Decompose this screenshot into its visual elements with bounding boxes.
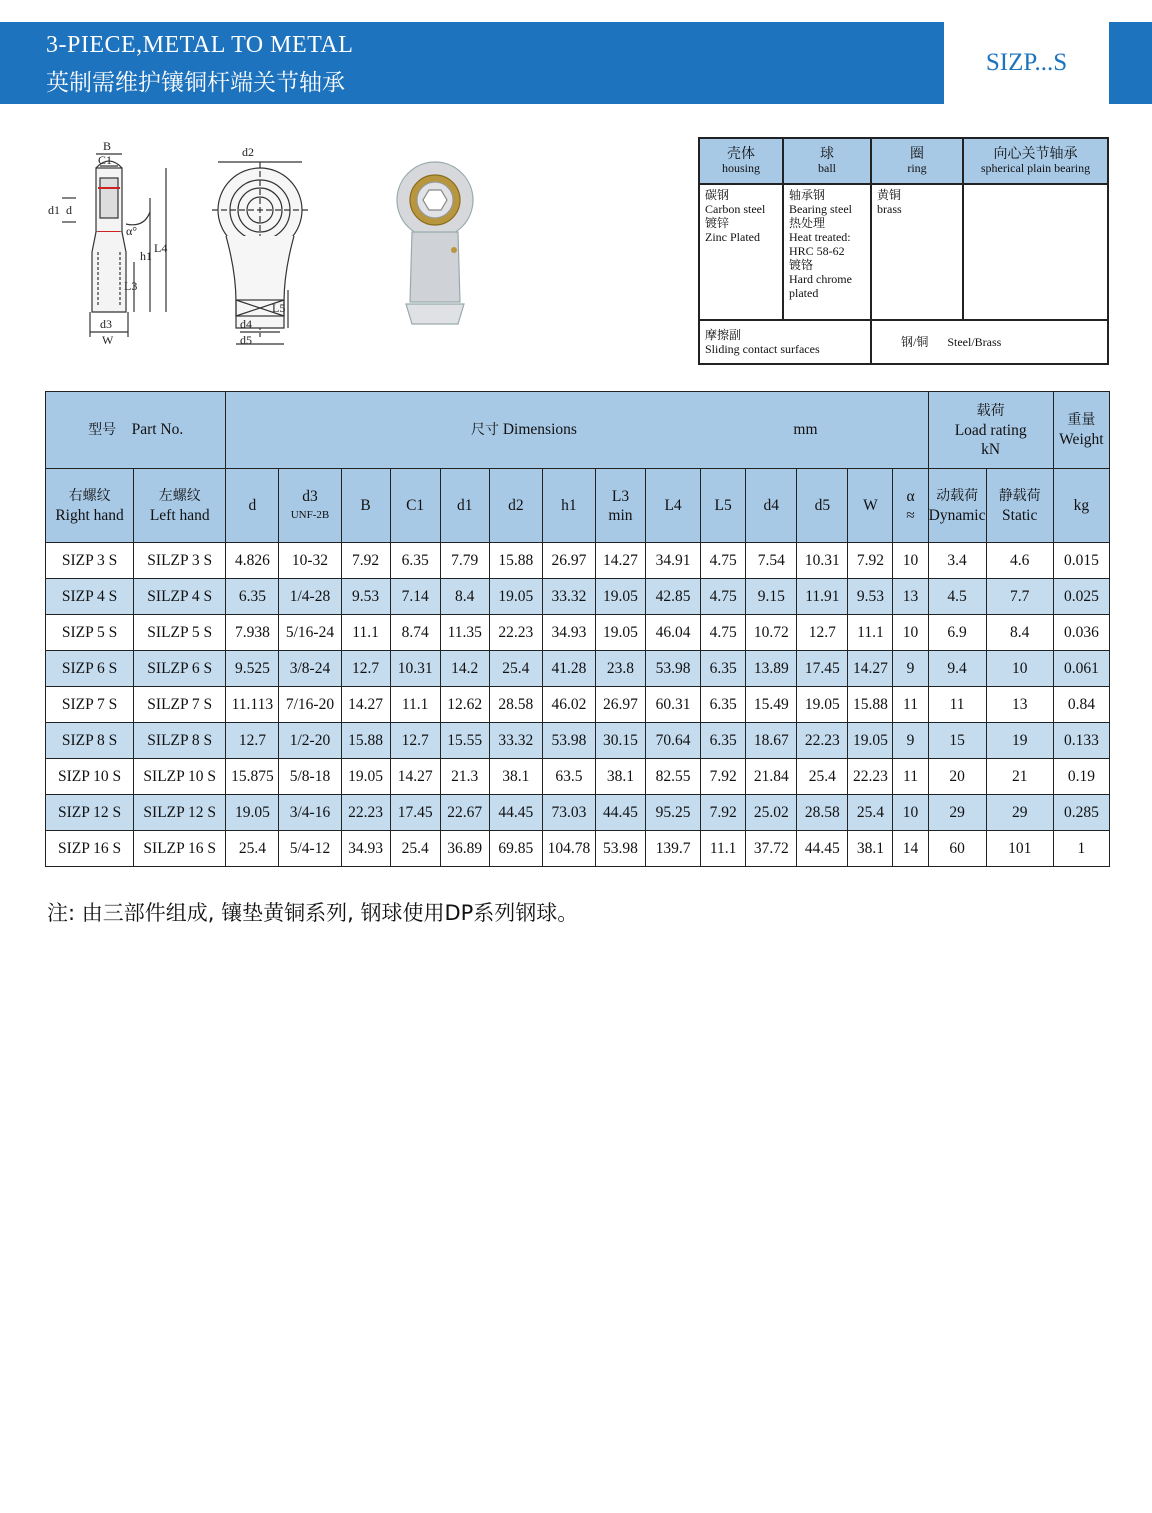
col-L3: L3 min [595,469,645,543]
table-cell: 22.23 [848,759,893,795]
table-cell: 21.84 [746,759,797,795]
table-cell: 8.4 [986,615,1053,651]
table-cell: 11 [893,687,928,723]
material-header-housing: 壳体 housing [699,138,783,184]
table-cell: SILZP 16 S [134,831,226,867]
table-cell: 15.88 [341,723,390,759]
table-cell: 33.32 [542,579,595,615]
title-english: 3-PIECE,METAL TO METAL [46,32,354,58]
table-cell: SILZP 8 S [134,723,226,759]
table-cell: SIZP 5 S [46,615,134,651]
label-L3: L3 [124,279,138,293]
table-row [46,615,1110,651]
table-cell: 14.27 [390,759,440,795]
table-cell: SIZP 8 S [46,723,134,759]
label-h1: h1 [140,249,152,263]
label-L5: L5 [272,301,286,315]
table-cell: 13 [986,687,1053,723]
table-cell: 6.35 [390,543,440,579]
table-cell: 13 [893,579,928,615]
table-cell: 34.91 [646,543,701,579]
table-cell: 19.05 [341,759,390,795]
table-cell: SIZP 3 S [46,543,134,579]
col-L5: L5 [701,469,746,543]
table-cell: 70.64 [646,723,701,759]
table-cell: 0.036 [1053,615,1109,651]
table-row [46,651,1110,687]
table-cell: 10 [986,651,1053,687]
table-cell: 37.72 [746,831,797,867]
table-cell: 42.85 [646,579,701,615]
table-cell: 38.1 [489,759,542,795]
table-cell: 11.113 [226,687,279,723]
table-cell: 44.45 [489,795,542,831]
table-cell: 6.35 [701,723,746,759]
table-cell: 22.23 [797,723,848,759]
label-B: B [103,139,112,153]
table-cell: 19.05 [848,723,893,759]
col-d3: d3 UNF-2B [279,469,341,543]
table-cell: 9.4 [928,651,986,687]
table-cell: 7.92 [341,543,390,579]
table-cell: 26.97 [595,687,645,723]
table-cell: 19.05 [226,795,279,831]
label-d2: d2 [242,145,254,159]
table-cell: 12.7 [390,723,440,759]
table-cell: SIZP 10 S [46,759,134,795]
label-d3: d3 [100,317,112,331]
material-ball: 轴承钢 Bearing steel 热处理 Heat treated: HRC 58-62 镀铬 Hard chrome plated [783,184,871,320]
table-cell: 18.67 [746,723,797,759]
table-cell: 1/4-28 [279,579,341,615]
table-cell: 8.4 [440,579,489,615]
col-d5: d5 [797,469,848,543]
table-cell: 41.28 [542,651,595,687]
table-cell: 15.88 [848,687,893,723]
table-cell: 60 [928,831,986,867]
table-row [46,831,1110,867]
table-cell: 34.93 [341,831,390,867]
table-cell: 0.015 [1053,543,1109,579]
label-d1: d1 [48,203,60,217]
material-header-ball: 球 ball [783,138,871,184]
table-cell: 69.85 [489,831,542,867]
table-cell: 0.19 [1053,759,1109,795]
table-cell: 46.02 [542,687,595,723]
material-housing: 碳钢 Carbon steel 镀锌 Zinc Plated [699,184,783,320]
table-cell: 11 [928,687,986,723]
table-cell: 34.93 [542,615,595,651]
col-d1: d1 [440,469,489,543]
table-cell: 0.025 [1053,579,1109,615]
table-cell: 11.91 [797,579,848,615]
table-cell: 25.4 [390,831,440,867]
table-cell: 7.92 [701,795,746,831]
table-cell: 1/2-20 [279,723,341,759]
table-cell: SIZP 12 S [46,795,134,831]
table-cell: 14.27 [848,651,893,687]
table-cell: 38.1 [848,831,893,867]
table-cell: 6.35 [226,579,279,615]
table-cell: 46.04 [646,615,701,651]
table-cell: 19.05 [595,579,645,615]
col-d: d [226,469,279,543]
table-cell: 4.826 [226,543,279,579]
table-cell: 7.92 [701,759,746,795]
table-cell: 25.4 [797,759,848,795]
table-cell: 4.75 [701,543,746,579]
table-cell: 13.89 [746,651,797,687]
table-cell: 19.05 [797,687,848,723]
table-cell: 4.75 [701,615,746,651]
table-cell: 14 [893,831,928,867]
table-cell: SIZP 7 S [46,687,134,723]
table-cell: 9.15 [746,579,797,615]
table-cell: 3/4-16 [279,795,341,831]
table-cell: 28.58 [489,687,542,723]
col-C1: C1 [390,469,440,543]
label-C1: C1 [98,153,113,167]
col-kg: kg [1053,469,1109,543]
table-cell: 101 [986,831,1053,867]
table-cell: 14.2 [440,651,489,687]
table-cell: 60.31 [646,687,701,723]
front-view-drawing [212,145,308,347]
table-cell: 15 [928,723,986,759]
table-cell: 9.53 [848,579,893,615]
table-cell: 6.35 [701,687,746,723]
label-d4: d4 [240,317,252,331]
right-hand-header: 右螺纹 Right hand [46,469,134,543]
side-view-drawing [48,139,167,347]
table-cell: 1 [1053,831,1109,867]
table-cell: 53.98 [595,831,645,867]
load-rating-header: 载荷 Load rating kN [928,392,1053,469]
table-row [46,795,1110,831]
table-cell: 22.23 [489,615,542,651]
label-W: W [102,333,114,347]
table-cell: 0.061 [1053,651,1109,687]
table-cell: 7.938 [226,615,279,651]
table-cell: 7.14 [390,579,440,615]
table-cell: 25.4 [226,831,279,867]
table-row [46,759,1110,795]
table-cell: 7.7 [986,579,1053,615]
table-cell: 25.02 [746,795,797,831]
table-cell: 10.31 [390,651,440,687]
col-static: 静载荷 Static [986,469,1053,543]
table-cell: SILZP 5 S [134,615,226,651]
table-cell: 17.45 [390,795,440,831]
table-cell: 12.7 [341,651,390,687]
table-cell: 10 [893,795,928,831]
table-cell: 95.25 [646,795,701,831]
table-cell: 12.62 [440,687,489,723]
table-cell: 26.97 [542,543,595,579]
table-cell: 7.79 [440,543,489,579]
table-cell: 11 [893,759,928,795]
table-cell: 3/8-24 [279,651,341,687]
table-cell: 0.285 [1053,795,1109,831]
table-cell: 20 [928,759,986,795]
table-cell: 5/8-18 [279,759,341,795]
table-cell: 10.31 [797,543,848,579]
table-cell: 21 [986,759,1053,795]
table-cell: 25.4 [489,651,542,687]
table-cell: 4.75 [701,579,746,615]
col-alpha: α ≈ [893,469,928,543]
col-d4: d4 [746,469,797,543]
table-cell: 63.5 [542,759,595,795]
table-cell: 29 [928,795,986,831]
header-banner [0,22,944,104]
table-cell: 38.1 [595,759,645,795]
table-cell: 139.7 [646,831,701,867]
table-cell: 11.1 [848,615,893,651]
table-cell: 0.133 [1053,723,1109,759]
table-cell: 9 [893,723,928,759]
table-cell: 7.92 [848,543,893,579]
table-cell: 14.27 [341,687,390,723]
table-cell: 5/16-24 [279,615,341,651]
table-cell: 30.15 [595,723,645,759]
materials-table [698,137,1109,365]
table-cell: 25.4 [848,795,893,831]
header-accent-bar [1109,22,1152,104]
table-cell: 10.72 [746,615,797,651]
label-L4: L4 [154,241,168,255]
col-W: W [848,469,893,543]
table-cell: 21.3 [440,759,489,795]
table-cell: 11.1 [390,687,440,723]
table-cell: 28.58 [797,795,848,831]
table-cell: SILZP 10 S [134,759,226,795]
table-cell: 10-32 [279,543,341,579]
table-cell: 19 [986,723,1053,759]
technical-drawing [40,132,500,362]
material-header-ring: 圈 ring [871,138,963,184]
table-cell: 3.4 [928,543,986,579]
table-cell: 12.7 [797,615,848,651]
col-B: B [341,469,390,543]
table-cell: SILZP 12 S [134,795,226,831]
table-cell: 15.875 [226,759,279,795]
title-chinese: 英制需维护镶铜杆端关节轴承 [46,70,345,96]
table-cell: 19.05 [489,579,542,615]
table-cell: 7.54 [746,543,797,579]
dimensions-table-body [46,543,1110,867]
table-cell: SILZP 4 S [134,579,226,615]
left-hand-header: 左螺纹 Left hand [134,469,226,543]
dimensions-table [45,391,1110,867]
table-cell: 11.35 [440,615,489,651]
table-cell: 15.88 [489,543,542,579]
table-cell: 10 [893,615,928,651]
table-cell: 10 [893,543,928,579]
table-cell: 53.98 [542,723,595,759]
table-cell: 44.45 [595,795,645,831]
table-cell: 9.53 [341,579,390,615]
table-cell: 22.67 [440,795,489,831]
table-cell: 104.78 [542,831,595,867]
table-cell: 15.49 [746,687,797,723]
dimensions-header: 尺寸 Dimensions mm [226,392,928,469]
table-cell: 9 [893,651,928,687]
table-cell: 53.98 [646,651,701,687]
label-alpha: α° [126,224,138,238]
table-row [46,723,1110,759]
table-cell: 7/16-20 [279,687,341,723]
product-photo [397,162,473,324]
table-cell: SIZP 4 S [46,579,134,615]
table-row [46,543,1110,579]
material-ring: 黄铜 brass [871,184,963,320]
table-cell: 73.03 [542,795,595,831]
table-cell: 14.27 [595,543,645,579]
table-cell: 11.1 [341,615,390,651]
col-d2: d2 [489,469,542,543]
table-cell: 4.5 [928,579,986,615]
table-cell: 44.45 [797,831,848,867]
table-cell: SIZP 16 S [46,831,134,867]
table-cell: 33.32 [489,723,542,759]
part-no-header: 型号 Part No. [46,392,226,469]
series-code: SIZP...S [985,49,1068,76]
table-cell: 0.84 [1053,687,1109,723]
table-cell: SIZP 6 S [46,651,134,687]
table-cell: SILZP 3 S [134,543,226,579]
footnote: 注: 由三部件组成, 镶垫黄铜系列, 钢球使用DP系列钢球。 [47,901,579,925]
table-row [46,579,1110,615]
table-cell: 29 [986,795,1053,831]
table-cell: 4.6 [986,543,1053,579]
material-bearing [963,184,1108,320]
col-L4: L4 [646,469,701,543]
table-cell: 9.525 [226,651,279,687]
table-cell: 6.9 [928,615,986,651]
table-cell: 36.89 [440,831,489,867]
col-dynamic: 动载荷 Dynamic [928,469,986,543]
weight-header: 重量 Weight [1053,392,1109,469]
col-h1: h1 [542,469,595,543]
table-cell: SILZP 6 S [134,651,226,687]
material-header-bearing: 向心关节轴承 spherical plain bearing [963,138,1108,184]
label-d: d [66,203,72,217]
sliding-surfaces-value: 钢/铜 Steel/Brass [871,320,1108,364]
table-cell: SILZP 7 S [134,687,226,723]
table-cell: 19.05 [595,615,645,651]
table-cell: 5/4-12 [279,831,341,867]
label-d5: d5 [240,333,252,347]
table-cell: 82.55 [646,759,701,795]
table-cell: 22.23 [341,795,390,831]
sliding-surfaces-label: 摩擦副 Sliding contact surfaces [699,320,871,364]
table-cell: 17.45 [797,651,848,687]
table-cell: 11.1 [701,831,746,867]
table-cell: 15.55 [440,723,489,759]
table-row [46,687,1110,723]
table-cell: 23.8 [595,651,645,687]
table-cell: 12.7 [226,723,279,759]
table-cell: 8.74 [390,615,440,651]
table-cell: 6.35 [701,651,746,687]
